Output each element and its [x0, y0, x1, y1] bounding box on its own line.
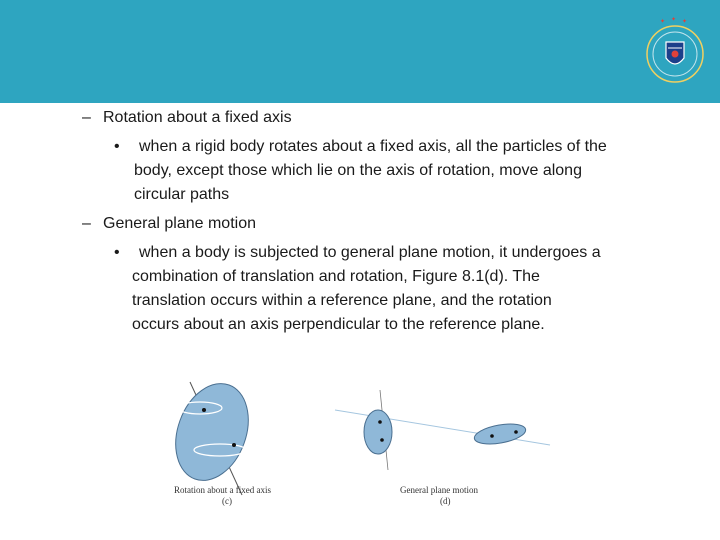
fixed-axis-rotation-illustration: [163, 373, 261, 495]
svg-text:✦: ✦: [660, 19, 666, 25]
heading-dash: –: [82, 215, 91, 232]
bullet-text-line: when a rigid body rotates about a fixed axis, all the particles of the: [139, 138, 607, 155]
heading-dash: –: [82, 109, 91, 126]
left-figure-label: (c): [222, 496, 232, 506]
right-figure-caption: General plane motion: [400, 485, 478, 495]
svg-text:✦: ✦: [682, 19, 688, 25]
bullet-dot: •: [114, 138, 120, 155]
bullet-text-line: occurs about an axis perpendicular to the reference plane.: [132, 316, 545, 333]
bullet-text-line: body, except those which lie on the axis of rotation, move along: [134, 162, 582, 179]
svg-text:✦: ✦: [671, 17, 677, 23]
general-plane-motion-illustration: [335, 390, 550, 470]
heading-general-plane-motion: General plane motion: [103, 215, 256, 232]
motion-figure: [160, 370, 560, 510]
bullet-text-line: circular paths: [134, 186, 230, 203]
bullet-text-line: translation occurs within a reference plane, and the rotation: [132, 292, 552, 309]
bullet-text-line: combination of translation and rotation, Figure 8.1(d). The: [132, 268, 540, 285]
right-figure-label: (d): [440, 496, 451, 506]
bullet-dot: •: [114, 244, 120, 261]
university-crest-icon: [640, 14, 710, 90]
left-figure-caption: Rotation about a fixed axis: [174, 485, 271, 495]
heading-rotation-fixed-axis: Rotation about a fixed axis: [103, 109, 292, 126]
bullet-text-line: when a body is subjected to general plane motion, it undergoes a: [139, 244, 601, 261]
slide-header-band: [0, 0, 720, 103]
